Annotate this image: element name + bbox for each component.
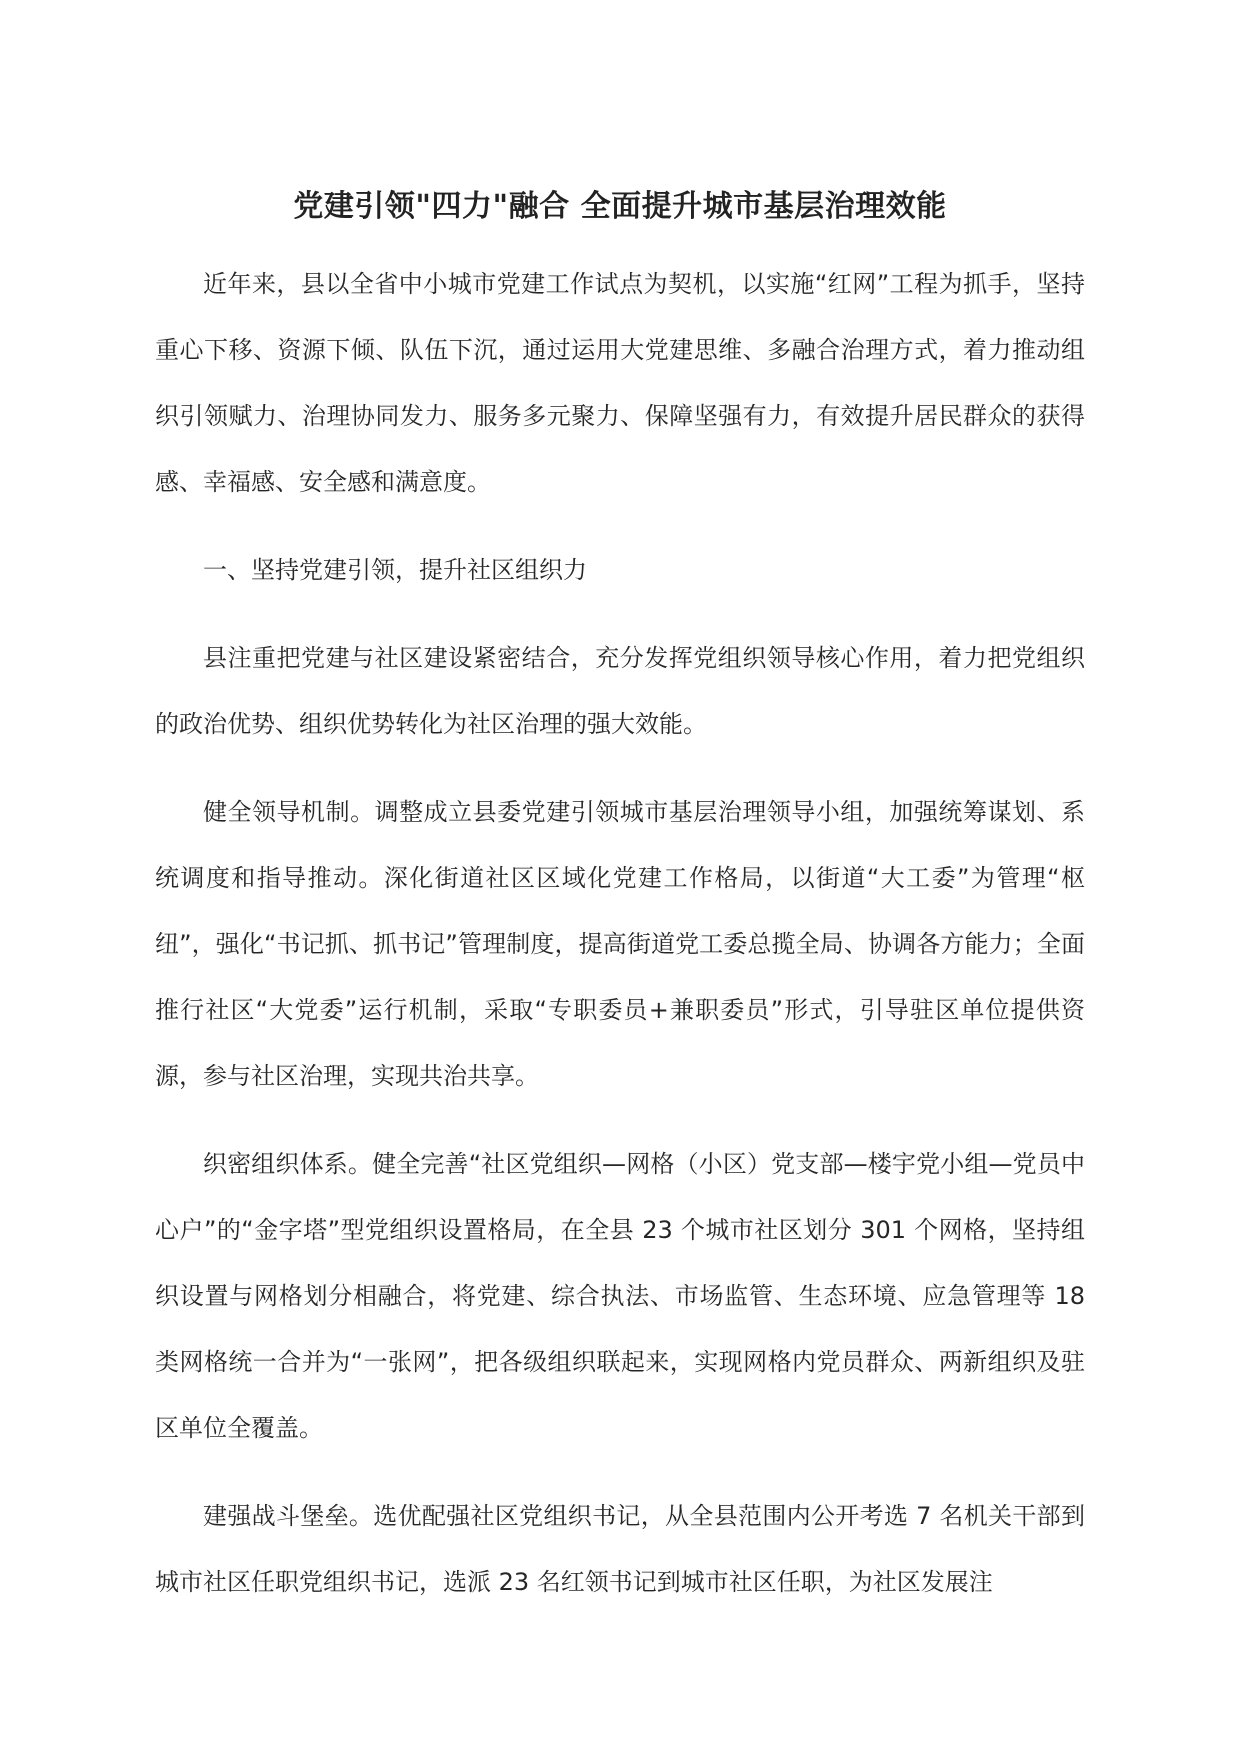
- section-heading-1: 一、坚持党建引领，提升社区组织力: [203, 556, 587, 584]
- paragraph-leadership-mechanism: 健全领导机制。调整成立县委党建引领城市基层治理领导小组，加强统筹谋划、系统调度和指导推动。深化街道社区区域化党建工作格局，以街道“大工委”为管理“枢纽”，强化“书记抓、抓书记”管理制度，提高街道党工委总揽全局、协调各方能力；全面推行社区“大党委”运行机制，采取“专职委员+兼职委员”形式，引导驻区单位提供资源，参与社区治理，实现共治共享。: [155, 798, 1085, 1090]
- document-title: 党建引领"四力"融合 全面提升城市基层治理效能: [293, 189, 947, 224]
- document-page: [155, 185, 1085, 1637]
- paragraph-intro: 近年来，县以全省中小城市党建工作试点为契机，以实施“红网”工程为抓手，坚持重心下移、资源下倾、队伍下沉，通过运用大党建思维、多融合治理方式，着力推动组织引领赋力、治理协同发力、服务多元聚力、保障坚强有力，有效提升居民群众的获得感、幸福感、安全感和满意度。: [155, 270, 1085, 496]
- paragraph-organization-system: 织密组织体系。健全完善“社区党组织—网格（小区）党支部—楼宇党小组—党员中心户”的“金字塔”型党组织设置格局，在全县 23 个城市社区划分 301 个网格，坚持组织设置与网格划分相融合，将党建、综合执法、市场监管、生态环境、应急管理等 18 类网格统一合并为“一张网”，把各级组织联起来，实现网格内党员群众、两新组织及驻区单位全覆盖。: [155, 1150, 1085, 1442]
- paragraph-section-1-summary: 县注重把党建与社区建设紧密结合，充分发挥党组织领导核心作用，着力把党组织的政治优势、组织优势转化为社区治理的强大效能。: [155, 644, 1085, 738]
- paragraph-fortress-building: 建强战斗堡垒。选优配强社区党组织书记，从全县范围内公开考选 7 名机关干部到城市社区任职党组织书记，选派 23 名红领书记到城市社区任职，为社区发展注: [155, 1502, 1085, 1596]
